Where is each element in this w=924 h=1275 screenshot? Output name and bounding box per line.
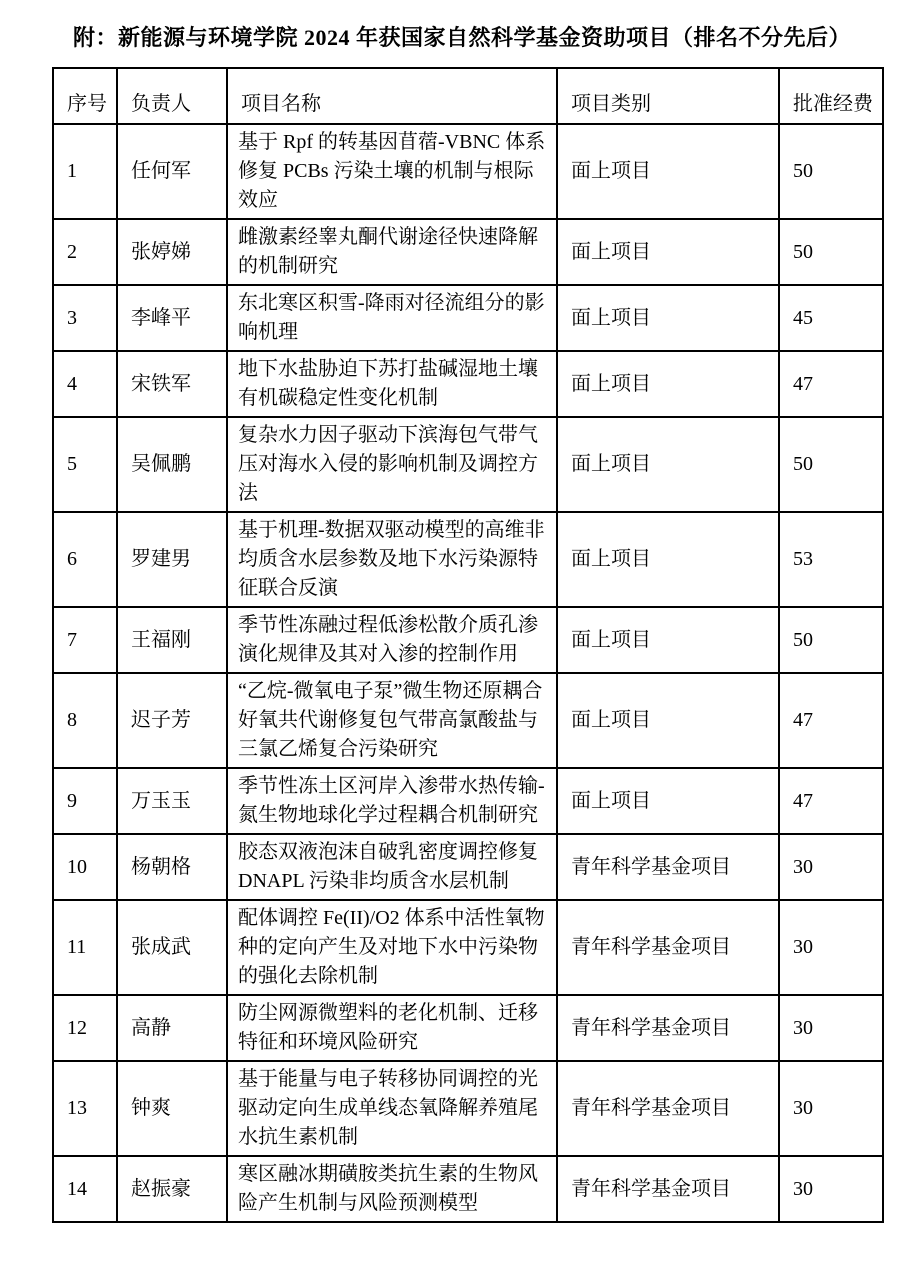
cell-project-title: 雌激素经睾丸酮代谢途径快速降解的机制研究 (227, 219, 557, 285)
cell-project-title: 季节性冻融过程低渗松散介质孔渗演化规律及其对入渗的控制作用 (227, 607, 557, 673)
cell-serial-number: 11 (53, 900, 117, 995)
grant-table (52, 67, 884, 1223)
cell-approved-budget: 30 (779, 1156, 883, 1222)
table-row (53, 1061, 883, 1156)
cell-project-title: 防尘网源微塑料的老化机制、迁移特征和环境风险研究 (227, 995, 557, 1061)
column-header-leader: 负责人 (117, 68, 227, 124)
cell-leader-name: 王福刚 (117, 607, 227, 673)
cell-approved-budget: 50 (779, 607, 883, 673)
cell-approved-budget: 53 (779, 512, 883, 607)
cell-approved-budget: 30 (779, 995, 883, 1061)
cell-serial-number: 3 (53, 285, 117, 351)
cell-grant-category: 面上项目 (557, 124, 779, 219)
cell-leader-name: 宋铁军 (117, 351, 227, 417)
table-row (53, 124, 883, 219)
cell-leader-name: 杨朝格 (117, 834, 227, 900)
cell-grant-category: 面上项目 (557, 768, 779, 834)
column-header-category: 项目类别 (557, 68, 779, 124)
cell-project-title: “乙烷-微氧电子泵”微生物还原耦合好氧共代谢修复包气带高氯酸盐与三氯乙烯复合污染研究 (227, 673, 557, 768)
cell-project-title: 复杂水力因子驱动下滨海包气带气压对海水入侵的影响机制及调控方法 (227, 417, 557, 512)
cell-project-title: 季节性冻土区河岸入渗带水热传输-氮生物地球化学过程耦合机制研究 (227, 768, 557, 834)
cell-project-title: 基于机理-数据双驱动模型的高维非均质含水层参数及地下水污染源特征联合反演 (227, 512, 557, 607)
cell-serial-number: 8 (53, 673, 117, 768)
table-row (53, 219, 883, 285)
cell-serial-number: 5 (53, 417, 117, 512)
cell-serial-number: 10 (53, 834, 117, 900)
table-row (53, 900, 883, 995)
cell-leader-name: 迟子芳 (117, 673, 227, 768)
table-row (53, 768, 883, 834)
cell-approved-budget: 47 (779, 673, 883, 768)
cell-grant-category: 面上项目 (557, 417, 779, 512)
table-row (53, 351, 883, 417)
table-row (53, 607, 883, 673)
cell-serial-number: 13 (53, 1061, 117, 1156)
cell-leader-name: 任何军 (117, 124, 227, 219)
cell-leader-name: 张成武 (117, 900, 227, 995)
cell-serial-number: 12 (53, 995, 117, 1061)
table-row (53, 995, 883, 1061)
table-row (53, 673, 883, 768)
cell-approved-budget: 30 (779, 1061, 883, 1156)
cell-grant-category: 面上项目 (557, 219, 779, 285)
cell-approved-budget: 47 (779, 768, 883, 834)
cell-serial-number: 4 (53, 351, 117, 417)
cell-serial-number: 9 (53, 768, 117, 834)
table-row (53, 1156, 883, 1222)
cell-leader-name: 吴佩鹏 (117, 417, 227, 512)
cell-approved-budget: 50 (779, 124, 883, 219)
cell-project-title: 配体调控 Fe(II)/O2 体系中活性氧物种的定向产生及对地下水中污染物的强化去除机制 (227, 900, 557, 995)
cell-leader-name: 罗建男 (117, 512, 227, 607)
cell-grant-category: 青年科学基金项目 (557, 995, 779, 1061)
cell-project-title: 寒区融冰期磺胺类抗生素的生物风险产生机制与风险预测模型 (227, 1156, 557, 1222)
table-header-row (53, 68, 883, 124)
table-row (53, 512, 883, 607)
cell-grant-category: 青年科学基金项目 (557, 1156, 779, 1222)
cell-project-title: 基于 Rpf 的转基因苜蓿-VBNC 体系修复 PCBs 污染土壤的机制与根际效应 (227, 124, 557, 219)
cell-grant-category: 面上项目 (557, 512, 779, 607)
cell-project-title: 胶态双液泡沫自破乳密度调控修复 DNAPL 污染非均质含水层机制 (227, 834, 557, 900)
cell-grant-category: 面上项目 (557, 351, 779, 417)
cell-project-title: 地下水盐胁迫下苏打盐碱湿地土壤有机碳稳定性变化机制 (227, 351, 557, 417)
table-row (53, 417, 883, 512)
cell-serial-number: 2 (53, 219, 117, 285)
column-header-project: 项目名称 (227, 68, 557, 124)
column-header-funding: 批准经费 (779, 68, 883, 124)
cell-approved-budget: 47 (779, 351, 883, 417)
cell-grant-category: 面上项目 (557, 607, 779, 673)
cell-grant-category: 青年科学基金项目 (557, 834, 779, 900)
cell-leader-name: 李峰平 (117, 285, 227, 351)
cell-serial-number: 14 (53, 1156, 117, 1222)
cell-grant-category: 面上项目 (557, 285, 779, 351)
cell-leader-name: 高静 (117, 995, 227, 1061)
cell-serial-number: 7 (53, 607, 117, 673)
cell-grant-category: 青年科学基金项目 (557, 1061, 779, 1156)
cell-project-title: 东北寒区积雪-降雨对径流组分的影响机理 (227, 285, 557, 351)
cell-leader-name: 钟爽 (117, 1061, 227, 1156)
cell-approved-budget: 50 (779, 219, 883, 285)
cell-project-title: 基于能量与电子转移协同调控的光驱动定向生成单线态氧降解养殖尾水抗生素机制 (227, 1061, 557, 1156)
cell-leader-name: 张婷娣 (117, 219, 227, 285)
table-body (53, 124, 883, 1222)
page-title: 附：新能源与环境学院 2024 年获国家自然科学基金资助项目（排名不分先后） (72, 25, 851, 50)
cell-grant-category: 青年科学基金项目 (557, 900, 779, 995)
cell-serial-number: 6 (53, 512, 117, 607)
cell-leader-name: 万玉玉 (117, 768, 227, 834)
cell-serial-number: 1 (53, 124, 117, 219)
column-header-no: 序号 (53, 68, 117, 124)
table-row (53, 285, 883, 351)
cell-approved-budget: 50 (779, 417, 883, 512)
cell-leader-name: 赵振豪 (117, 1156, 227, 1222)
cell-approved-budget: 45 (779, 285, 883, 351)
cell-grant-category: 面上项目 (557, 673, 779, 768)
cell-approved-budget: 30 (779, 834, 883, 900)
table-row (53, 834, 883, 900)
cell-approved-budget: 30 (779, 900, 883, 995)
